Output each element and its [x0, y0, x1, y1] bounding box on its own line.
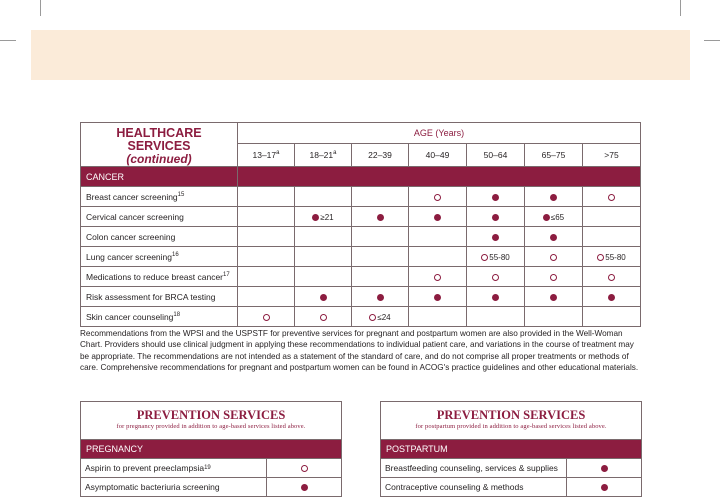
mark-cell [352, 307, 409, 327]
section-row [81, 167, 641, 187]
service-name-cell [81, 267, 238, 287]
prevention-rows [81, 458, 341, 496]
crop-mark [704, 40, 720, 41]
mark-cell [352, 187, 409, 207]
open-circle-icon [263, 314, 270, 321]
prevention-title: PREVENTION SERVICES [436, 408, 586, 422]
open-circle-icon [550, 254, 557, 261]
age-group-label: 50–64 [483, 149, 508, 160]
filled-circle-icon [601, 465, 608, 472]
prevention-section-label: POSTPARTUM [381, 440, 641, 458]
recommendations-paragraph: Recommendations from the WPSI and the USPSTF for preventive services for pregnant and postpartum women are also provided in the Well-Woman Chart. Providers should use clinical judgment in applying these recommendations to individual patient care, and variations in the course of treatment may be appropriate. The recommendations are not intended as a statement of the standard of care, and do not comprise all proper treatments or methods of care. Comprehensive recommendations for pregnant and postpartum women can be found in ACOG's practice guidelines and other educational materials. [80, 329, 639, 372]
filled-circle-icon [377, 294, 384, 301]
mark-cell [525, 247, 583, 267]
filled-circle-icon [492, 194, 499, 201]
filled-circle-icon [550, 234, 557, 241]
service-name-cell [81, 207, 238, 227]
mark-cell [238, 207, 295, 227]
service-footnote: 16 [172, 251, 179, 258]
service-name: Cervical cancer screening [86, 211, 184, 222]
table-row [81, 267, 641, 287]
service-name: Lung cancer screening [86, 251, 173, 262]
mark-cell [583, 227, 641, 247]
service-footnote: 17 [223, 271, 230, 278]
filled-circle-icon [608, 294, 615, 301]
table-title: HEALTHCARE SERVICES [116, 126, 202, 153]
mark-cell [467, 287, 525, 307]
prevention-mark-cell [267, 463, 341, 473]
mark-cell [583, 307, 641, 327]
mark-cell [238, 227, 295, 247]
mark-cell [583, 207, 641, 227]
service-name-cell [81, 247, 238, 267]
section-label: CANCER [81, 167, 238, 187]
mark-cell [583, 287, 641, 307]
prevention-service-cell [81, 478, 267, 496]
mark-note: ≤24 [377, 312, 391, 322]
mark-cell [525, 187, 583, 207]
table-title-cell [81, 123, 238, 167]
mark-cell [238, 307, 295, 327]
prevention-title: PREVENTION SERVICES [136, 408, 286, 422]
prevention-service-name: Asymptomatic bacteriuria screening [85, 482, 220, 492]
crop-mark [0, 40, 16, 41]
mark-cell [295, 287, 352, 307]
mark-cell [295, 187, 352, 207]
service-name-cell [81, 287, 238, 307]
mark-cell [352, 267, 409, 287]
mark-cell [525, 287, 583, 307]
mark-cell [352, 287, 409, 307]
filled-circle-icon [601, 484, 608, 491]
mark-cell [238, 247, 295, 267]
age-group-label: 40–49 [425, 149, 450, 160]
open-circle-icon [301, 465, 308, 472]
service-name-cell [81, 307, 238, 327]
filled-circle-icon [301, 484, 308, 491]
prevention-row [81, 458, 341, 477]
service-name-cell [81, 227, 238, 247]
age-header: AGE (Years) [238, 123, 641, 144]
age-group-footnote: a [276, 150, 280, 157]
open-circle-icon [608, 274, 615, 281]
filled-circle-icon [492, 294, 499, 301]
mark-cell [583, 247, 641, 267]
prevention-header [381, 402, 641, 440]
age-group-label: >75 [604, 149, 619, 160]
prevention-postpartum-box [380, 401, 642, 497]
prevention-section-label: PREGNANCY [81, 440, 341, 458]
mark-cell [467, 187, 525, 207]
open-circle-icon [481, 254, 488, 261]
mark-cell [467, 247, 525, 267]
prevention-row [81, 477, 341, 496]
table-subtitle: (continued) [126, 152, 192, 166]
mark-cell [583, 267, 641, 287]
prevention-mark-cell [567, 482, 641, 492]
mark-cell [467, 207, 525, 227]
prevention-subtitle: for pregnancy provided in addition to age-based services listed above. [116, 423, 306, 430]
service-name: Skin cancer counseling [86, 311, 174, 322]
prevention-header [81, 402, 341, 440]
age-group-header [409, 143, 467, 166]
mark-cell [409, 247, 467, 267]
prevention-pregnancy-box [80, 401, 342, 497]
age-group-label: 18–21 [309, 149, 334, 160]
age-group-header [467, 143, 525, 166]
table-body [81, 167, 641, 327]
mark-cell [295, 207, 352, 227]
table-row [81, 307, 641, 327]
mark-cell [352, 207, 409, 227]
mark-cell [409, 287, 467, 307]
mark-cell [352, 227, 409, 247]
service-footnote: 15 [177, 191, 185, 198]
mark-note: 55-80 [489, 252, 510, 262]
prevention-footnote: 19 [204, 465, 211, 471]
open-circle-icon [434, 274, 441, 281]
table-row [81, 247, 641, 267]
mark-cell [467, 267, 525, 287]
mark-cell [238, 187, 295, 207]
open-circle-icon [608, 194, 615, 201]
service-name-cell [81, 187, 238, 207]
mark-cell [295, 227, 352, 247]
mark-cell [409, 207, 467, 227]
prevention-service-name: Contraceptive counseling & methods [385, 482, 524, 492]
service-name: Medications to reduce breast cancer [86, 271, 224, 282]
healthcare-services-table [80, 122, 641, 327]
mark-cell [525, 207, 583, 227]
crop-mark [40, 0, 41, 16]
open-circle-icon [597, 254, 604, 261]
age-group-header [352, 143, 409, 166]
mark-cell [409, 187, 467, 207]
filled-circle-icon [377, 214, 384, 221]
mark-cell [525, 267, 583, 287]
prevention-rows [381, 458, 641, 496]
mark-cell [409, 307, 467, 327]
open-circle-icon [550, 274, 557, 281]
mark-cell [583, 187, 641, 207]
table-row [81, 227, 641, 247]
service-name: Breast cancer screening [86, 191, 178, 202]
mark-cell [295, 307, 352, 327]
mark-cell [352, 247, 409, 267]
filled-circle-icon [492, 214, 499, 221]
filled-circle-icon [320, 294, 327, 301]
mark-cell [467, 227, 525, 247]
mark-cell [295, 267, 352, 287]
prevention-mark-cell [567, 463, 641, 473]
mark-note: ≤65 [550, 212, 565, 222]
mark-cell [525, 227, 583, 247]
filled-circle-icon [492, 234, 499, 241]
crop-mark [680, 0, 681, 16]
prevention-service-name: Aspirin to prevent preeclampsia [85, 463, 205, 473]
mark-cell [238, 267, 295, 287]
prevention-mark-cell [267, 482, 341, 492]
prevention-row [381, 477, 641, 496]
open-circle-icon [320, 314, 327, 321]
mark-cell [238, 287, 295, 307]
filled-circle-icon [434, 214, 441, 221]
prevention-row [381, 458, 641, 477]
prevention-subtitle: for postpartum provided in addition to age-based services listed above. [415, 423, 607, 430]
age-group-label: 22–39 [368, 149, 392, 160]
prevention-service-name: Breastfeeding counseling, services & supplies [385, 463, 558, 473]
table-row [81, 207, 641, 227]
prevention-service-cell [381, 459, 567, 477]
age-group-label: 65–75 [541, 149, 566, 160]
age-group-header [238, 143, 295, 166]
filled-circle-icon [543, 214, 550, 221]
prevention-service-cell [381, 478, 567, 496]
mark-cell [409, 267, 467, 287]
mark-note: 55-80 [605, 252, 626, 262]
header-band [31, 30, 690, 80]
open-circle-icon [369, 314, 376, 321]
service-name: Colon cancer screening [86, 231, 176, 242]
service-name: Risk assessment for BRCA testing [86, 291, 216, 302]
filled-circle-icon [434, 294, 441, 301]
open-circle-icon [492, 274, 499, 281]
mark-cell [525, 307, 583, 327]
mark-cell [467, 307, 525, 327]
table-row [81, 187, 641, 207]
filled-circle-icon [550, 294, 557, 301]
table-row [81, 287, 641, 307]
age-group-label: 13–17 [252, 149, 277, 160]
open-circle-icon [434, 194, 441, 201]
mark-cell [295, 247, 352, 267]
filled-circle-icon [550, 194, 557, 201]
filled-circle-icon [312, 214, 319, 221]
age-group-header [583, 143, 641, 166]
mark-note: ≥21 [320, 212, 334, 222]
age-group-header [525, 143, 583, 166]
service-footnote: 18 [173, 311, 181, 318]
age-group-header [295, 143, 352, 166]
mark-cell [409, 227, 467, 247]
age-group-footnote: a [333, 150, 337, 157]
prevention-service-cell [81, 459, 267, 477]
